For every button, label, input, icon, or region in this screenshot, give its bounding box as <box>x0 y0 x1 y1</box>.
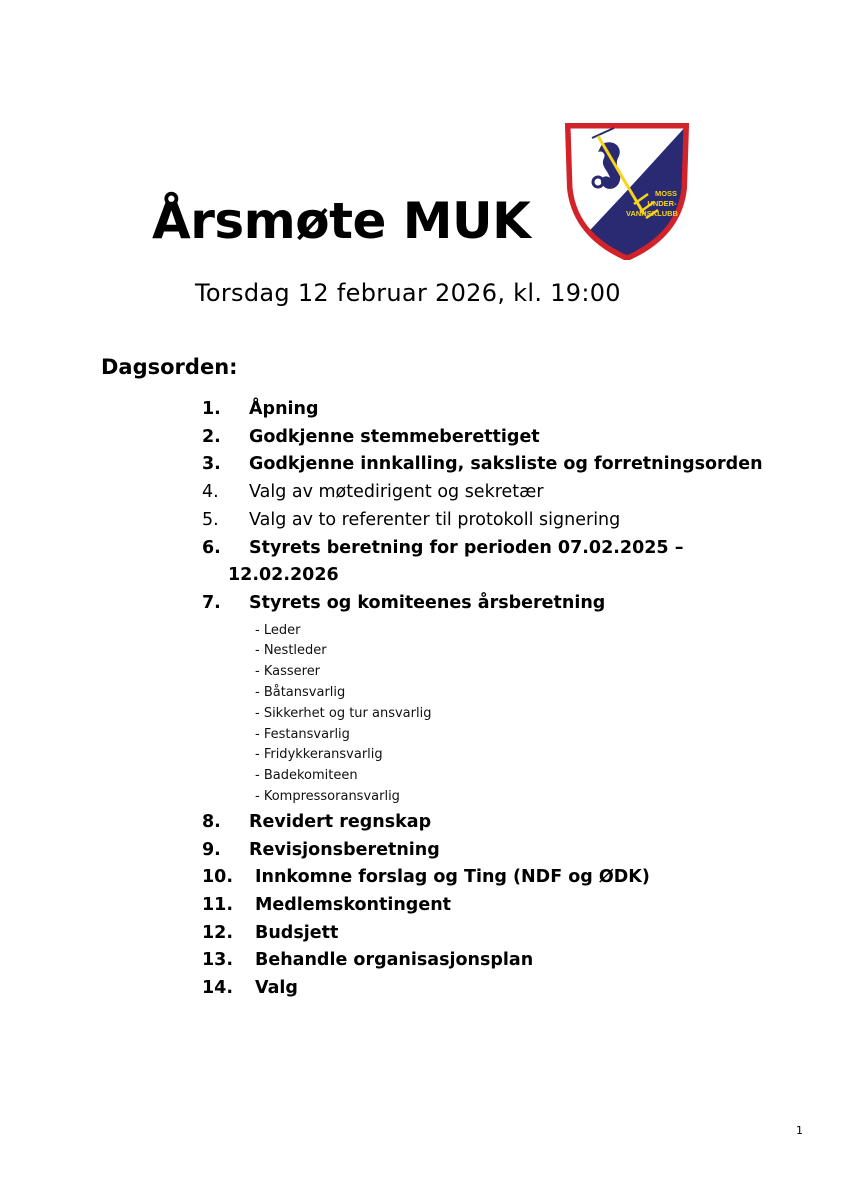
agenda-item <box>202 975 802 1003</box>
agenda-item-number: 14. <box>202 978 234 999</box>
agenda-item-number: 11. <box>202 894 234 915</box>
agenda-item-text: Valg av to referenter til protokoll signering <box>249 509 621 530</box>
agenda-item-number: 8. <box>202 811 221 832</box>
agenda-item-text: Godkjenne innkalling, saksliste og forretningsorden <box>249 454 763 475</box>
agenda-item <box>202 947 802 975</box>
agenda-item-number: 3. <box>202 454 221 475</box>
agenda-item-number: 6. <box>202 537 221 558</box>
agenda-item-text: Medlemskontingent <box>255 894 452 915</box>
agenda-item-text: Behandle organisasjonsplan <box>255 950 534 971</box>
sublist-item: - Nestleder <box>255 643 327 659</box>
sublist-item: - Festansvarlig <box>255 726 350 742</box>
agenda-item-text: Godkjenne stemmeberettiget <box>249 426 540 447</box>
agenda-item-number: 9. <box>202 839 221 860</box>
agenda-item <box>202 590 802 618</box>
sublist-item: - Kasserer <box>255 664 321 680</box>
agenda-item-number: 5. <box>202 509 219 530</box>
sublist-item: - Badekomiteen <box>255 768 358 784</box>
report-sublist <box>202 621 802 808</box>
agenda-item-number: 4. <box>202 482 219 503</box>
agenda-item <box>202 535 802 563</box>
page-number: 1 <box>796 1124 803 1137</box>
agenda-item-text: Innkomne forslag og Ting (NDF og ØDK) <box>255 867 650 888</box>
agenda-item-number: 2. <box>202 426 221 447</box>
agenda-item <box>202 892 802 920</box>
agenda-item <box>202 920 802 948</box>
meeting-date: Torsdag 12 februar 2026, kl. 19:00 <box>195 279 621 307</box>
agenda-item <box>202 424 802 452</box>
agenda-item-text: Styrets og komiteenes årsberetning <box>249 592 606 613</box>
agenda-item-text: Revidert regnskap <box>249 811 432 832</box>
club-logo <box>562 118 692 260</box>
agenda-item-text: Styrets beretning for perioden 07.02.2025 – <box>249 537 684 558</box>
sublist-item: - Fridykkeransvarlig <box>255 747 383 763</box>
agenda-item-continuation: 12.02.2026 <box>228 565 339 586</box>
agenda-item-text: Budsjett <box>255 922 339 943</box>
sublist-item: - Kompressoransvarlig <box>255 789 400 804</box>
sublist-item: - Sikkerhet og tur ansvarlig <box>255 705 432 721</box>
agenda-item <box>202 479 802 507</box>
agenda-item <box>202 451 802 479</box>
agenda-item <box>202 396 802 424</box>
agenda-item-text: Åpning <box>249 399 319 419</box>
document-title: Årsmøte MUK <box>152 192 531 250</box>
agenda-item-number: 12. <box>202 922 234 943</box>
agenda-item-number: 13. <box>202 950 234 971</box>
logo-text-line1: MOSS <box>654 189 678 198</box>
agenda-item-text: Revisjonsberetning <box>249 839 440 860</box>
agenda-item-number: 1. <box>202 399 221 419</box>
agenda-item <box>202 809 802 837</box>
sublist-item: - Båtansvarlig <box>255 685 346 701</box>
agenda-item <box>202 837 802 865</box>
agenda-item-number: 10. <box>202 867 234 888</box>
agenda-item-text: Valg <box>255 978 298 999</box>
logo-text-line3: VANNSKLUBB <box>626 209 678 218</box>
agenda-item-text: Valg av møtedirigent og sekretær <box>249 482 544 503</box>
agenda-item <box>202 507 802 535</box>
sublist-item: - Leder <box>255 622 301 638</box>
agenda-item <box>202 864 802 892</box>
logo-text-line2: UNDER- <box>647 199 677 208</box>
agenda-list <box>202 396 802 1003</box>
agenda-item-number: 7. <box>202 592 221 613</box>
agenda-heading: Dagsorden: <box>101 355 238 379</box>
